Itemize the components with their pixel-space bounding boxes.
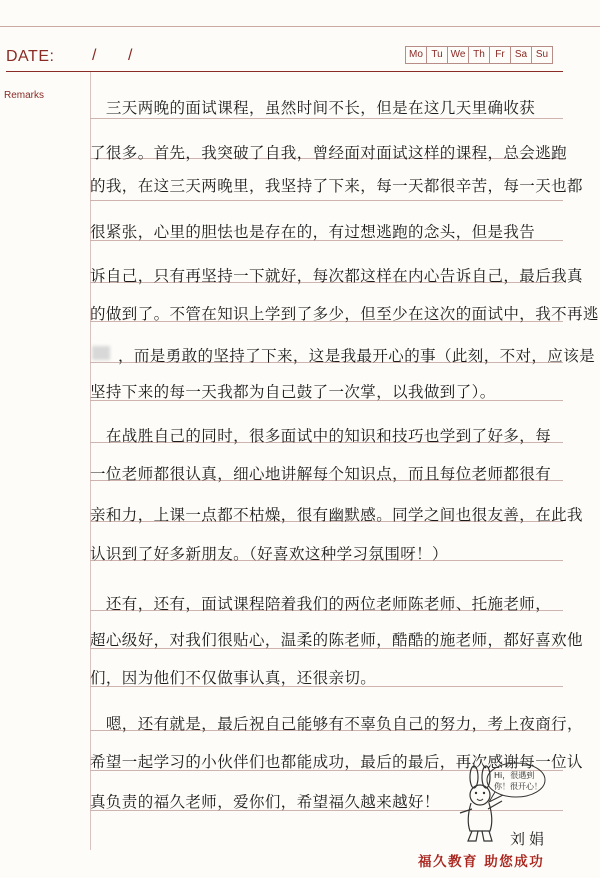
text-line: 超心级好，对我们很贴心，温柔的陈老师，酷酷的施老师，都好喜欢他: [90, 631, 583, 649]
text-line: 诉自己，只有再坚持一下就好，每次都这样在内心告诉自己，最后我真: [90, 267, 583, 285]
weekday-fr: Fr: [489, 46, 510, 64]
text-line: 亲和力，上课一点都不枯燥，很有幽默感。同学之间也很友善，在此我: [90, 506, 583, 524]
text-line: 在战胜自己的同时，很多面试中的知识和技巧也学到了好多，每: [90, 427, 552, 445]
text-line: 还有，还有，面试课程陪着我们的两位老师陈老师、托施老师，: [90, 595, 552, 613]
text-line: 坚持下来的每一天我都为自己鼓了一次掌，以我做到了）。: [90, 383, 496, 401]
text-line: 嗯，还有就是，最后祝自己能够有不辜负自己的努力，考上夜商行，: [90, 715, 583, 733]
text-line: 三天两晚的面试课程，虽然时间不长，但是在这几天里确收获: [90, 99, 536, 117]
text-line: 的我，在这三天两晚里，我坚持了下来，每一天都很辛苦，每一天也都: [90, 177, 583, 195]
bunny-drawing-icon: [452, 765, 512, 845]
weekday-su: Su: [531, 46, 553, 64]
signature: 刘娟: [510, 830, 549, 848]
weekday-th: Th: [468, 46, 489, 64]
text-line: 一位老师都很认真，细心地讲解每个知识点，而且每位老师都很有: [90, 465, 552, 483]
ruled-line: [90, 200, 563, 201]
text-line: 的做到了。不管在知识上学到了多少，但至少在这次的面试中，我不再逃: [90, 305, 599, 323]
weekday-boxes: [405, 46, 553, 64]
text-line: 们，因为他们不仅做事认真，还很亲切。: [90, 669, 377, 687]
text-line: 了很多。首先，我突破了自我，曾经面对面试这样的课程，总会逃跑: [90, 144, 568, 162]
ruled-line: [90, 118, 563, 119]
text-line: 认识到了好多新朋友。（好喜欢这种学习氛围呀！）: [90, 545, 448, 563]
bubble-text: Hi，很遇到你！很开心！: [494, 771, 542, 791]
remarks-label: Remarks: [4, 90, 45, 101]
date-label: DATE:: [6, 48, 55, 65]
weekday-we: We: [447, 46, 468, 64]
weekday-sa: Sa: [510, 46, 531, 64]
text-line: 很紧张，心里的胆怯也是存在的，有过想逃跑的念头，但是我告: [90, 223, 536, 241]
weekday-tu: Tu: [426, 46, 447, 64]
text-line: 希望一起学习的小伙伴们也都能成功，最后的最后，再次感谢每一位认: [90, 753, 583, 771]
date-separator: /: [92, 47, 97, 64]
redacted-blur: [92, 346, 110, 360]
top-border: [0, 26, 600, 27]
date-separator: /: [128, 47, 133, 64]
footer-slogan: 福久教育 助您成功: [418, 854, 545, 870]
weekday-mo: Mo: [405, 46, 426, 64]
text-line: ，而是勇敢的坚持了下来，这是我最开心的事（此刻，不对，应该是: [118, 347, 596, 365]
text-line: 真负责的福久老师，爱你们，希望福久越来越好！: [90, 793, 440, 811]
